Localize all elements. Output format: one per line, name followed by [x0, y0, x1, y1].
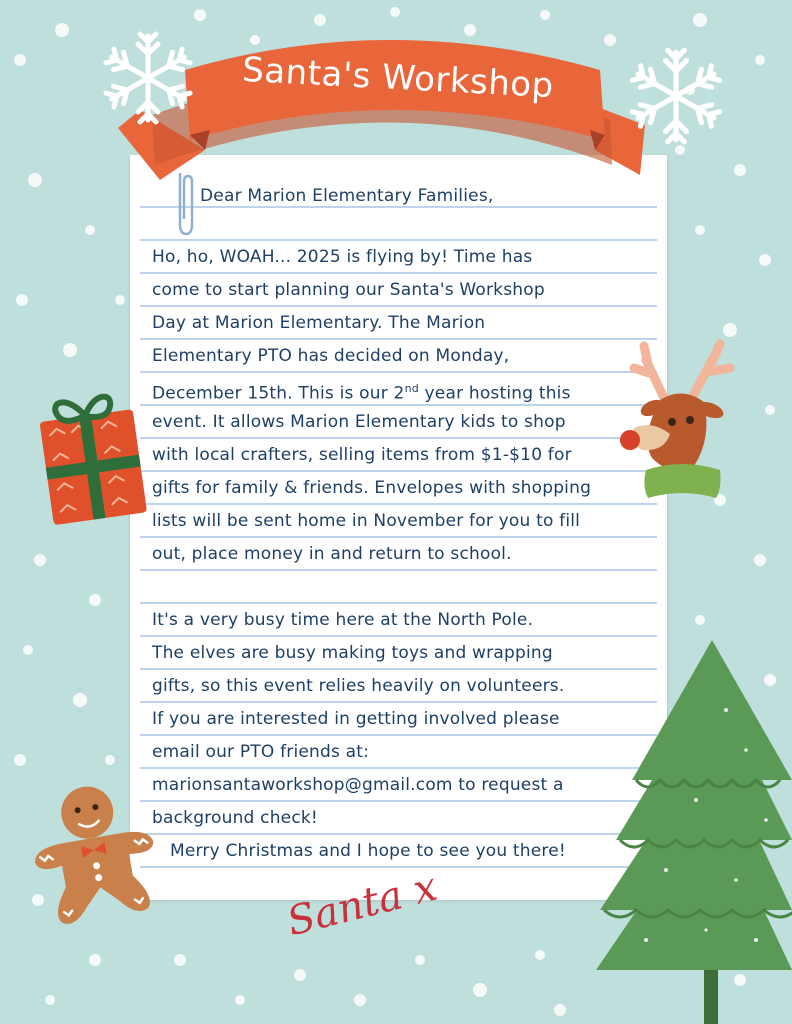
ordinal-suffix: nd	[404, 382, 419, 395]
paragraph2-line-4: If you are interested in getting involved please	[152, 709, 560, 729]
letter-paper	[130, 155, 667, 900]
santa-signature: Santa x	[282, 863, 442, 946]
paragraph1-line-3: Day at Marion Elementary. The Marion	[152, 313, 486, 333]
paragraph1-line-1: Ho, ho, WOAH... 2025 is flying by! Time has	[152, 247, 533, 267]
paragraph1-line-9: lists will be sent home in November for you to fill	[152, 511, 581, 531]
page-title: Santa's Workshop	[241, 49, 555, 107]
paragraph1-line-8: gifts for family & friends. Envelopes with shopping	[152, 478, 592, 498]
gift-icon	[36, 385, 152, 527]
paragraph1-line-5-before: December 15th. This is our 2	[152, 383, 405, 404]
paragraph2-line-2: The elves are busy making toys and wrapping	[152, 643, 553, 663]
snowflake-icon	[98, 28, 198, 128]
paragraph1-line-7: with local crafters, selling items from $1-$10 for	[152, 445, 572, 465]
paragraph1-line-10: out, place money in and return to school.	[152, 544, 512, 564]
christmas-tree-icon	[596, 640, 792, 1024]
paragraph1-line-6: event. It allows Marion Elementary kids to shop	[152, 412, 566, 432]
paragraph2-line-7: background check!	[152, 808, 318, 828]
paragraph1-line-5-after: year hosting this	[418, 383, 571, 404]
email-address-line: marionsantaworkshop@gmail.com to request a	[152, 775, 564, 795]
paragraph1-line-4: Elementary PTO has decided on Monday,	[152, 346, 510, 366]
reindeer-icon	[612, 338, 742, 503]
paragraph2-line-5: email our PTO friends at:	[152, 742, 370, 762]
paragraph2-line-1: It's a very busy time here at the North Pole.	[152, 610, 534, 630]
salutation: Dear Marion Elementary Families,	[200, 186, 494, 206]
gingerbread-icon	[26, 778, 162, 924]
closing-line: Merry Christmas and I hope to see you there!	[170, 841, 566, 861]
snowflake-icon	[624, 44, 728, 148]
paragraph2-line-3: gifts, so this event relies heavily on volunteers.	[152, 676, 565, 696]
paragraph1-line-5	[152, 378, 571, 405]
paragraph1-line-2: come to start planning our Santa's Workshop	[152, 280, 545, 300]
